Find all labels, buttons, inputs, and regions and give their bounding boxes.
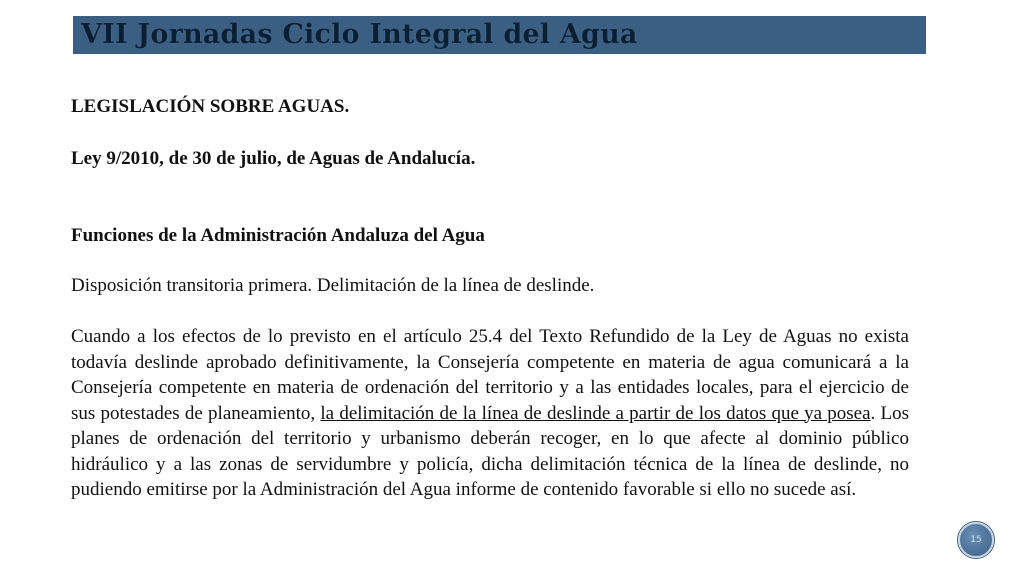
body-paragraph xyxy=(71,324,909,503)
paragraph-text-before: Cuando a los efectos de lo previsto en el artículo 25.4 del Texto Refundido de la Ley de Aguas no exista todavía deslinde aprobado definitivamente, la Consejería competente en materia de agua comunicará a la Consejería competente en materia de ordenación del territorio y a las entidades locales, para el ejercicio de sus potestades de planeamiento, xyxy=(71,326,909,424)
slide-title: VII Jornadas Ciclo Integral del Agua xyxy=(81,19,638,50)
title-banner xyxy=(73,16,926,54)
paragraph-underlined-text: la delimitación de la línea de deslinde a partir de los datos que ya posea xyxy=(320,402,871,424)
functions-heading: Funciones de la Administración Andaluza del Agua xyxy=(71,225,485,246)
section-heading: LEGISLACIÓN SOBRE AGUAS. xyxy=(71,96,350,117)
page-number-badge xyxy=(958,522,994,558)
provision-heading: Disposición transitoria primera. Delimitación de la línea de deslinde. xyxy=(71,275,595,296)
law-heading: Ley 9/2010, de 30 de julio, de Aguas de Andalucía. xyxy=(71,148,476,169)
page-number: 15 xyxy=(970,535,982,545)
paragraph-text-after: . Los planes de ordenación del territorio y urbanismo deberán recoger, en lo que afecte al dominio público hidráulico y a las zonas de servidumbre y policía, dicha delimitación técnica de la línea de deslinde, no pudiendo emitirse por la Administración del Agua informe de contenido favorable si ello no sucede así. xyxy=(71,402,910,500)
